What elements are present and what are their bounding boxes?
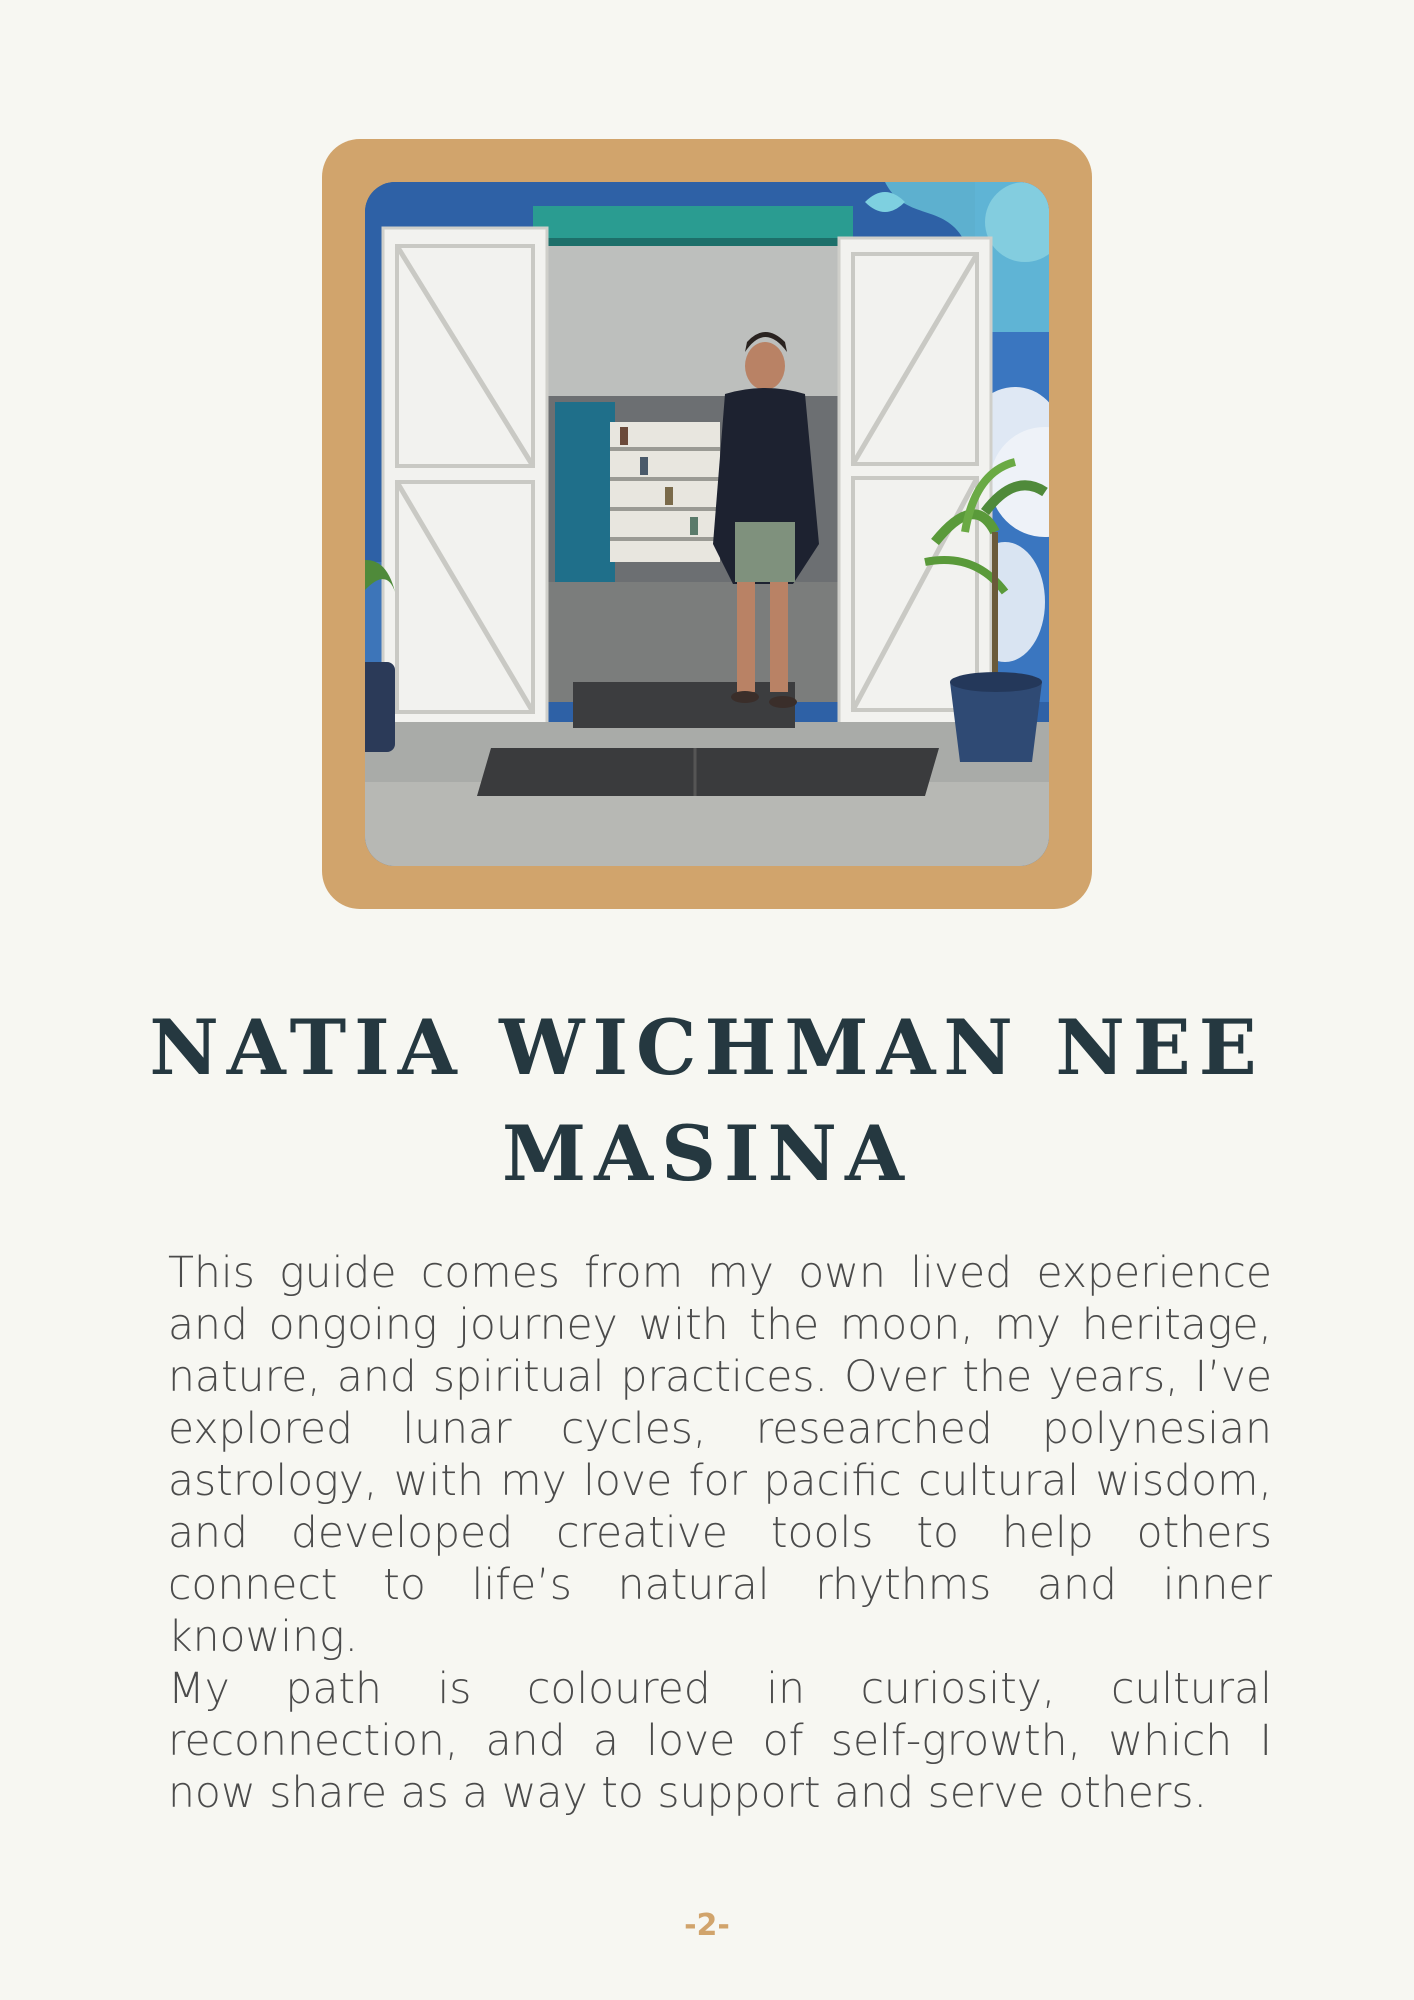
intro-paragraph: This guide comes from my own lived experience and ongoing journey with the moon, my heritage, nature, and spiritual practices. Over the years, I’ve explored lunar cycles, researched polynesian astrology, with my love for pacific cultural wisdom, and developed creative tools to help others connect to life’s natural rhythms and inner knowing.	[168, 1249, 1272, 1662]
photo-frame	[322, 139, 1092, 909]
portrait-photo	[365, 182, 1049, 866]
page-title: NATIA WICHMAN NEE MASINA	[149, 1003, 1265, 1198]
path-paragraph: My path is coloured in curiosity, cultural reconnection, and a love of self-growth, which I now share as a way to support and serve others.	[168, 1665, 1272, 1818]
page-number: -2-	[684, 1908, 730, 1943]
